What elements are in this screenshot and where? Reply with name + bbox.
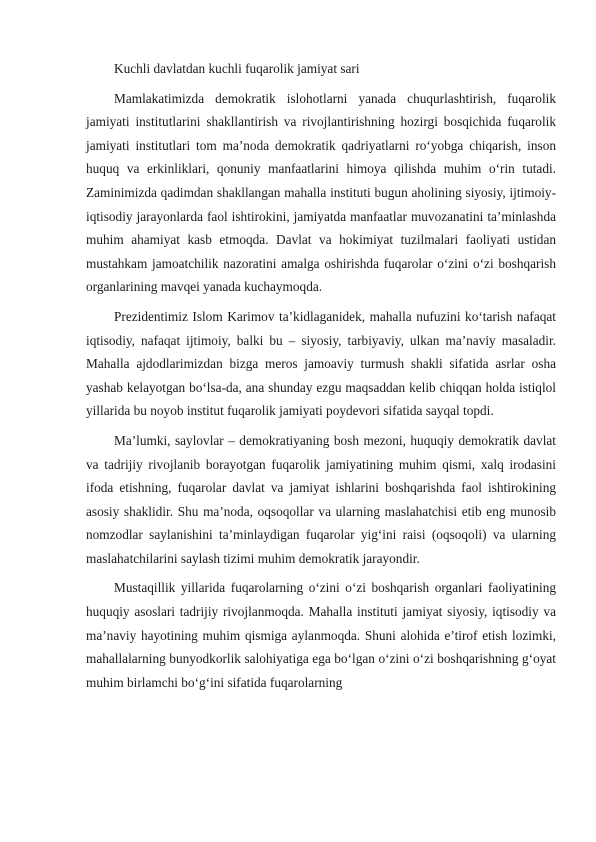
- paragraph-2: Prezidentimiz Islom Karimov ta’kidlaganidek, mahalla nufuzini ko‘tarish nafaqat iqtisodiy, nafaqat ijtimoiy, balki bu – siyosiy, tarbiyaviy, ulkan ma’naviy masaladir. Mahalla ajdodlarimizdan bizga meros jamoaviy turmush shakli sifatida asrlar osha yashab kelayotgan bo‘lsa-da, ana shunday ezgu maqsaddan kelib chiqqan holda istiqlol yillarida bu noyob institut fuqarolik jamiyati poydevori sifatida sayqal topdi.: [86, 308, 556, 419]
- paragraph-3: Ma’lumki, saylovlar – demokratiyaning bosh mezoni, huquqiy demokratik davlat va tadrijiy rivojlanib borayotgan fuqarolik jamiyatining muhim qismi, xalq irodasini ifoda etishning, fuqarolar davlat va jamiyat ishlarini boshqarishda faol ishtirokining asosiy shaklidir. Shu ma’noda, oqsoqollar va ularning maslahatchisi etib eng munosib nomzodlar saylanishini ta’minlaydigan fuqarolar yig‘ini raisi (oqsoqoli) va ularning maslahatchilarini saylash tizimi muhim demokratik jarayondir.: [86, 432, 556, 566]
- paragraph-4: Mustaqillik yillarida fuqarolarning o‘zini o‘zi boshqarish organlari faoliyatining huquqiy asoslari tadrijiy rivojlanmoqda. Mahalla instituti jamiyat siyosiy, iqtisodiy va ma’naviy hayotining muhim qismiga aylanmoqda. Shuni alohida e’tirof etish lozimki, mahallalarning bunyodkorlik salohiyatiga ega bo‘lgan o‘zini o‘zi boshqarishning g‘oyat muhim birlamchi bo‘g‘ini sifatida fuqarolarning: [86, 580, 556, 690]
- document-page: [86, 57, 556, 694]
- paragraph-1: Mamlakatimizda demokratik islohotlarni yanada chuqurlashtirish, fuqarolik jamiyati institutlarini shakllantirish va rivojlantirishning hozirgi bosqichida fuqarolik jamiyati institutlari tom ma’noda demokratik qadriyatlarni ro‘yobga chiqarish, inson huquq va erkinliklari, qonuniy manfaatlarini himoya qilishda muhim o‘rin tutadi. Zaminimizda qadimdan shakllangan mahalla instituti bugun aholining siyosiy, ijtimoiy-iqtisodiy jarayonlarda faol ishtirokini, jamiyatda manfaatlar muvozanatini ta’minlashda muhim ahamiyat kasb etmoqda. Davlat va hokimiyat tuzilmalari faoliyati ustidan mustahkam jamoatchilik nazoratini amalga oshirishda fuqarolar o‘zini o‘zi boshqarish organlarining mavqei yanada kuchaymoqda.: [86, 90, 556, 295]
- document-title: Kuchli davlatdan kuchli fuqarolik jamiyat sari: [114, 61, 360, 76]
